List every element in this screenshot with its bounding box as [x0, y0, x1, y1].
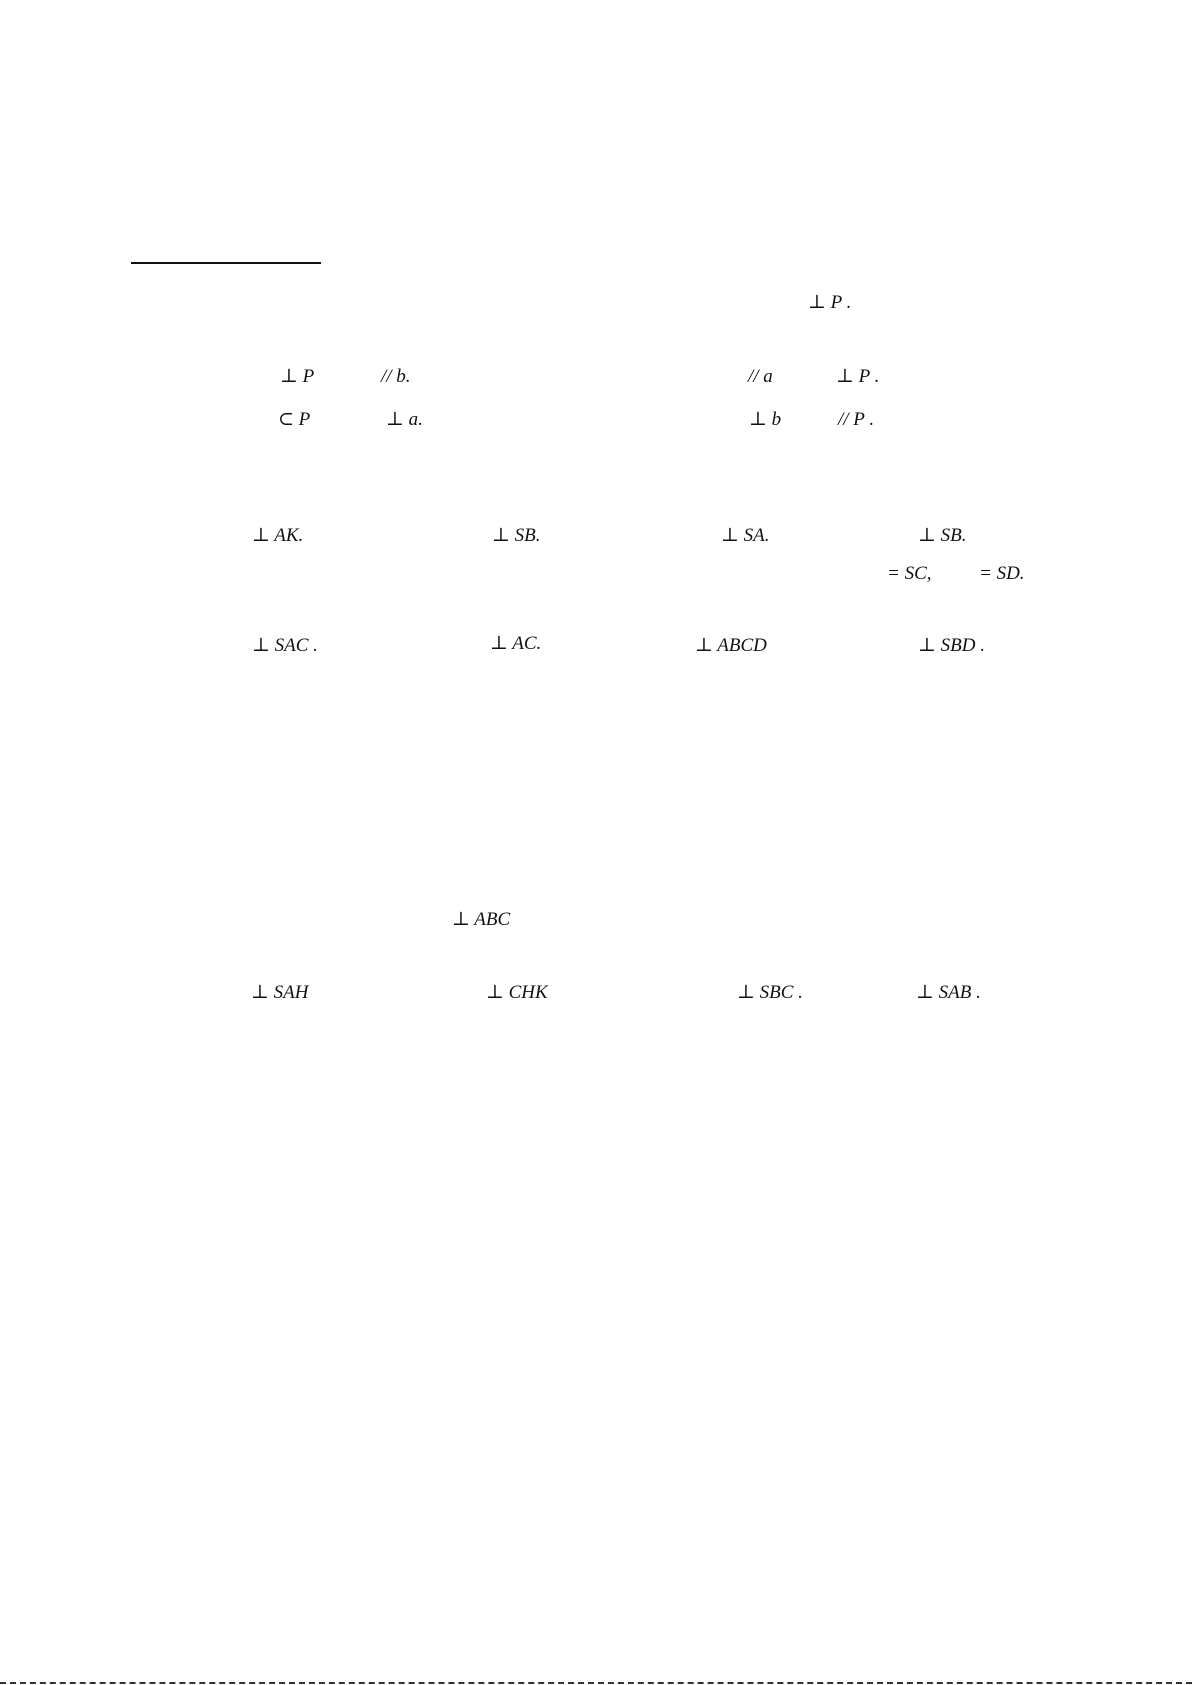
math-fragment: // P .: [838, 409, 875, 430]
math-fragment: // b.: [381, 366, 411, 387]
math-fragment: // a: [748, 366, 773, 387]
math-fragment: ⊥ P: [280, 366, 315, 387]
math-fragment: ⊂ P: [278, 409, 311, 430]
header-rule: [131, 262, 321, 264]
math-fragment: = SC,: [887, 563, 932, 584]
math-fragment: ⊥ SB.: [918, 525, 967, 546]
math-fragment: ⊥ CHK: [486, 982, 548, 1003]
math-fragment: ⊥ SBC .: [737, 982, 803, 1003]
footer-rule: [0, 1682, 1192, 1684]
math-fragment: ⊥ SB.: [492, 525, 541, 546]
math-fragment: = SD.: [979, 563, 1025, 584]
math-fragment: ⊥ SBD .: [918, 635, 985, 656]
math-fragment: ⊥ AC.: [490, 633, 542, 654]
math-fragment: ⊥ P .: [808, 292, 852, 313]
math-fragment: ⊥ SAB .: [916, 982, 981, 1003]
math-fragment: ⊥ SAH: [251, 982, 309, 1003]
math-fragment: ⊥ SAC .: [252, 635, 318, 656]
math-fragment: ⊥ P .: [836, 366, 880, 387]
math-fragment: ⊥ b: [749, 409, 782, 430]
math-fragment: ⊥ a.: [386, 409, 423, 430]
math-fragment: ⊥ ABCD: [695, 635, 767, 656]
math-fragment: ⊥ ABC: [452, 909, 511, 930]
math-fragment: ⊥ SA.: [721, 525, 770, 546]
math-fragment: ⊥ AK.: [252, 525, 304, 546]
